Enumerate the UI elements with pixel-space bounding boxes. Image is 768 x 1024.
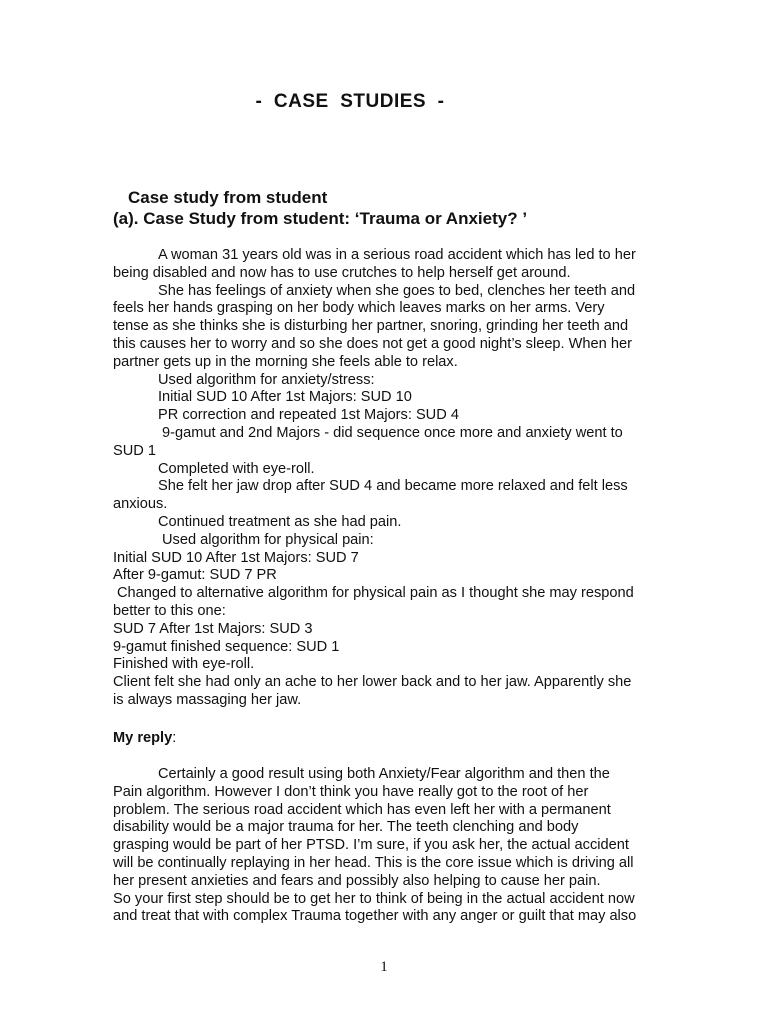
case-text-line: Finished with eye-roll. bbox=[113, 656, 255, 673]
reply-label-line bbox=[113, 730, 176, 746]
reply-body bbox=[113, 766, 658, 926]
case-text-line: A woman 31 years old was in a serious road accident which has led to her bbox=[158, 247, 636, 263]
case-text-line: anxious. bbox=[113, 496, 168, 513]
case-text-line: Initial SUD 10 After 1st Majors: SUD 7 bbox=[113, 549, 359, 566]
case-study-heading: (a). Case Study from student: ‘Trauma or Anxiety? ’ bbox=[113, 209, 528, 228]
page-number: 1 bbox=[380, 959, 388, 975]
case-text-line: partner gets up in the morning she feels able to relax. bbox=[113, 353, 458, 370]
reply-label-colon: : bbox=[172, 730, 177, 746]
case-text-line: After 9-gamut: SUD 7 PR bbox=[113, 567, 277, 584]
case-text-line: SUD 7 After 1st Majors: SUD 3 bbox=[113, 620, 313, 637]
reply-text-line: disability would be a major trauma for her. The teeth clenching and body bbox=[113, 819, 579, 836]
reply-text-line: her present anxieties and fears and possibly also helping to cause her pain. bbox=[113, 872, 601, 889]
case-text-line: being disabled and now has to use crutches to help herself get around. bbox=[113, 264, 571, 281]
case-text-line: better to this one: bbox=[113, 602, 226, 619]
reply-label: My reply bbox=[113, 730, 173, 746]
case-text-line: feels her hands grasping on her body which leaves marks on her arms. Very bbox=[113, 300, 605, 317]
case-text-line: Changed to alternative algorithm for physical pain as I thought she may respond bbox=[117, 585, 634, 602]
case-study-body bbox=[113, 247, 658, 710]
reply-text-line: will be continually replaying in her head. This is the core issue which is driving all bbox=[113, 854, 634, 871]
case-text-line: Used algorithm for anxiety/stress: bbox=[158, 371, 375, 388]
case-text-line: tense as she thinks she is disturbing her partner, snoring, grinding her teeth and bbox=[113, 318, 629, 335]
page-title: - CASE STUDIES - bbox=[255, 91, 445, 112]
case-text-line: 9-gamut finished sequence: SUD 1 bbox=[113, 638, 340, 655]
case-text-line: PR correction and repeated 1st Majors: SUD 4 bbox=[158, 407, 459, 424]
reply-text-line: problem. The serious road accident which has even left her with a permanent bbox=[113, 801, 611, 818]
case-text-line: She has feelings of anxiety when she goes to bed, clenches her teeth and bbox=[158, 282, 636, 299]
case-text-line: Client felt she had only an ache to her lower back and to her jaw. Apparently she bbox=[113, 674, 632, 691]
case-text-line: She felt her jaw drop after SUD 4 and became more relaxed and felt less bbox=[158, 478, 628, 495]
reply-text-line: Certainly a good result using both Anxiety/Fear algorithm and then the bbox=[158, 766, 610, 782]
reply-text-line: and treat that with complex Trauma together with any anger or guilt that may also bbox=[113, 908, 637, 925]
case-text-line: this causes her to worry and so she does not get a good night’s sleep. When her bbox=[113, 335, 632, 352]
case-text-line: Continued treatment as she had pain. bbox=[158, 513, 402, 530]
reply-text-line: Pain algorithm. However I don’t think you have really got to the root of her bbox=[113, 783, 589, 800]
reply-text-line: So your first step should be to get her to think of being in the actual accident now bbox=[113, 890, 635, 907]
case-text-line: Used algorithm for physical pain: bbox=[162, 531, 374, 548]
case-text-line: 9-gamut and 2nd Majors - did sequence once more and anxiety went to bbox=[162, 424, 623, 441]
case-text-line: Completed with eye-roll. bbox=[158, 460, 315, 477]
case-text-line: Initial SUD 10 After 1st Majors: SUD 10 bbox=[158, 389, 412, 406]
case-text-line: is always massaging her jaw. bbox=[113, 691, 302, 708]
case-text-line: SUD 1 bbox=[113, 442, 156, 459]
reply-text-line: grasping would be part of her PTSD. I’m sure, if you ask her, the actual accident bbox=[113, 837, 629, 854]
section-heading-student: Case study from student bbox=[128, 188, 328, 207]
